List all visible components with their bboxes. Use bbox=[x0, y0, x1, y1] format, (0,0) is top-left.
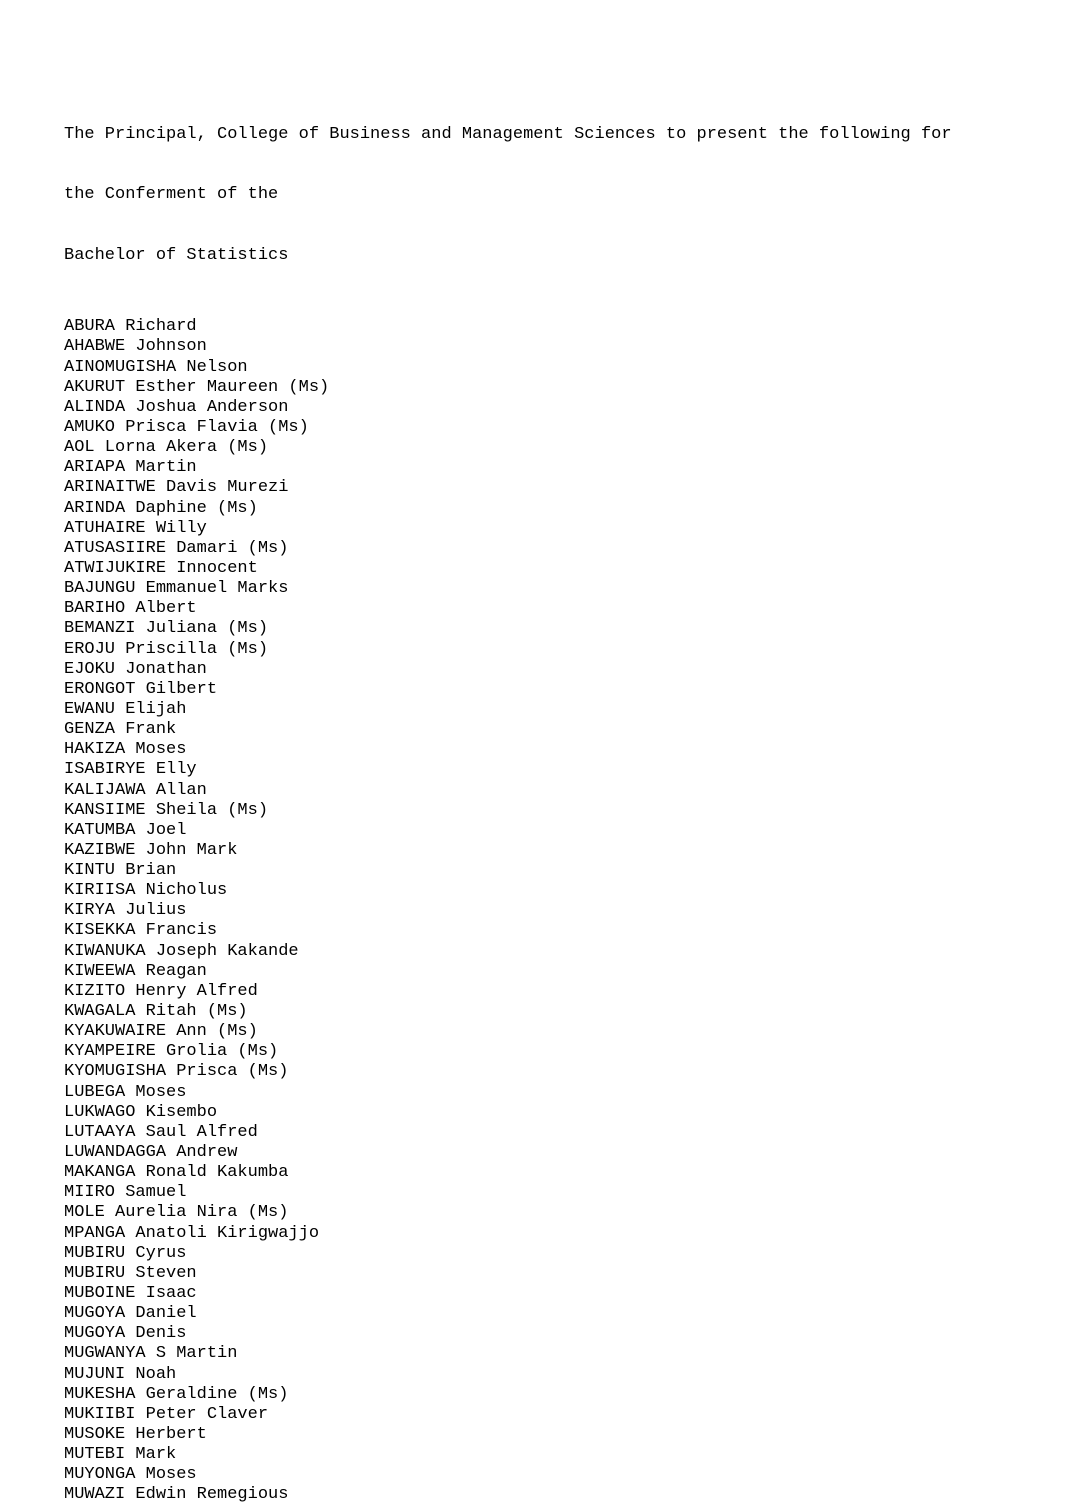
graduand-name: MUBIRU Cyrus bbox=[64, 1243, 187, 1263]
graduand-name: MUGWANYA S Martin bbox=[64, 1344, 238, 1364]
document-page bbox=[64, 84, 1054, 1506]
graduand-name: GENZA Frank bbox=[64, 720, 177, 740]
graduand-name: KATUMBA Joel bbox=[64, 820, 187, 840]
graduand-name: ARIAPA Martin bbox=[64, 458, 197, 478]
graduand-name: BARIHO Albert bbox=[64, 599, 197, 619]
graduand-name: KANSIIME Sheila (Ms) bbox=[64, 800, 269, 820]
graduand-name: KIZITO Henry Alfred bbox=[64, 981, 258, 1001]
graduand-name: KIWEEWA Reagan bbox=[64, 961, 207, 981]
graduand-name: ATWIJUKIRE Innocent bbox=[64, 558, 258, 578]
graduand-name: MUGOYA Denis bbox=[64, 1324, 187, 1344]
graduand-name: MUGOYA Daniel bbox=[64, 1304, 197, 1324]
graduand-name: HAKIZA Moses bbox=[64, 740, 187, 760]
graduands-list bbox=[64, 317, 1054, 1505]
graduand-name: EJOKU Jonathan bbox=[64, 659, 207, 679]
graduand-name: ATUSASIIRE Damari (Ms) bbox=[64, 538, 289, 558]
graduand-name: AKURUT Esther Maureen (Ms) bbox=[64, 377, 330, 397]
graduand-name: MUKESHA Geraldine (Ms) bbox=[64, 1384, 289, 1404]
heading-line-2: the Conferment of the bbox=[64, 185, 279, 205]
graduand-name: KYAMPEIRE Grolia (Ms) bbox=[64, 1042, 279, 1062]
graduand-name: MUKIIBI Peter Claver bbox=[64, 1404, 269, 1424]
graduand-name: AHABWE Johnson bbox=[64, 337, 207, 357]
graduand-name: ARINDA Daphine (Ms) bbox=[64, 498, 258, 518]
graduand-name: MOLE Aurelia Nira (Ms) bbox=[64, 1203, 289, 1223]
graduand-name: MPANGA Anatoli Kirigwajjo bbox=[64, 1223, 320, 1243]
graduand-name: KINTU Brian bbox=[64, 861, 177, 881]
graduand-name: KIRYA Julius bbox=[64, 901, 187, 921]
graduand-name: KAZIBWE John Mark bbox=[64, 840, 238, 860]
graduand-name: LUBEGA Moses bbox=[64, 1082, 187, 1102]
graduand-name: KYAKUWAIRE Ann (Ms) bbox=[64, 1022, 258, 1042]
graduand-name: ATUHAIRE Willy bbox=[64, 518, 207, 538]
degree-title: Bachelor of Statistics bbox=[64, 246, 289, 266]
graduand-name: BAJUNGU Emmanuel Marks bbox=[64, 579, 289, 599]
graduand-name: MUSOKE Herbert bbox=[64, 1425, 207, 1444]
graduand-name: MUYONGA Moses bbox=[64, 1465, 197, 1485]
graduand-name: AINOMUGISHA Nelson bbox=[64, 357, 248, 377]
graduand-name: EWANU Elijah bbox=[64, 699, 187, 719]
graduand-name: MIIRO Samuel bbox=[64, 1183, 187, 1203]
graduand-name: LUTAAYA Saul Alfred bbox=[64, 1122, 258, 1142]
graduand-name: KALIJAWA Allan bbox=[64, 780, 207, 800]
graduand-name: ERONGOT Gilbert bbox=[64, 679, 218, 699]
graduand-name: KIRIISA Nicholus bbox=[64, 881, 228, 901]
graduand-name: MUBOINE Isaac bbox=[64, 1284, 197, 1304]
graduand-name: AMUKO Prisca Flavia (Ms) bbox=[64, 417, 309, 437]
graduand-name: LUWANDAGGA Andrew bbox=[64, 1143, 238, 1163]
graduand-name: ARINAITWE Davis Murezi bbox=[64, 478, 289, 498]
graduand-name: MUTEBI Mark bbox=[64, 1445, 177, 1465]
graduand-name: ABURA Richard bbox=[64, 317, 197, 337]
graduand-name: KYOMUGISHA Prisca (Ms) bbox=[64, 1062, 289, 1082]
graduand-name: MUBIRU Steven bbox=[64, 1263, 197, 1283]
graduand-name: MUJUNI Noah bbox=[64, 1364, 177, 1384]
graduand-name: LUKWAGO Kisembo bbox=[64, 1102, 218, 1122]
graduand-name: BEMANZI Juliana (Ms) bbox=[64, 619, 269, 639]
heading-line-1: The Principal, College of Business and Management Sciences to present the following for bbox=[64, 124, 952, 144]
graduand-name: KISEKKA Francis bbox=[64, 921, 218, 941]
graduand-name: MUWAZI Edwin Remegious bbox=[64, 1485, 289, 1505]
conferment-heading bbox=[64, 84, 1054, 307]
graduand-name: MAKANGA Ronald Kakumba bbox=[64, 1163, 289, 1183]
graduand-name: KWAGALA Ritah (Ms) bbox=[64, 1002, 248, 1022]
graduand-name: EROJU Priscilla (Ms) bbox=[64, 639, 269, 659]
graduand-name: ALINDA Joshua Anderson bbox=[64, 397, 289, 417]
graduand-name: ISABIRYE Elly bbox=[64, 760, 197, 780]
graduand-name: KIWANUKA Joseph Kakande bbox=[64, 941, 299, 961]
graduand-name: AOL Lorna Akera (Ms) bbox=[64, 438, 269, 458]
